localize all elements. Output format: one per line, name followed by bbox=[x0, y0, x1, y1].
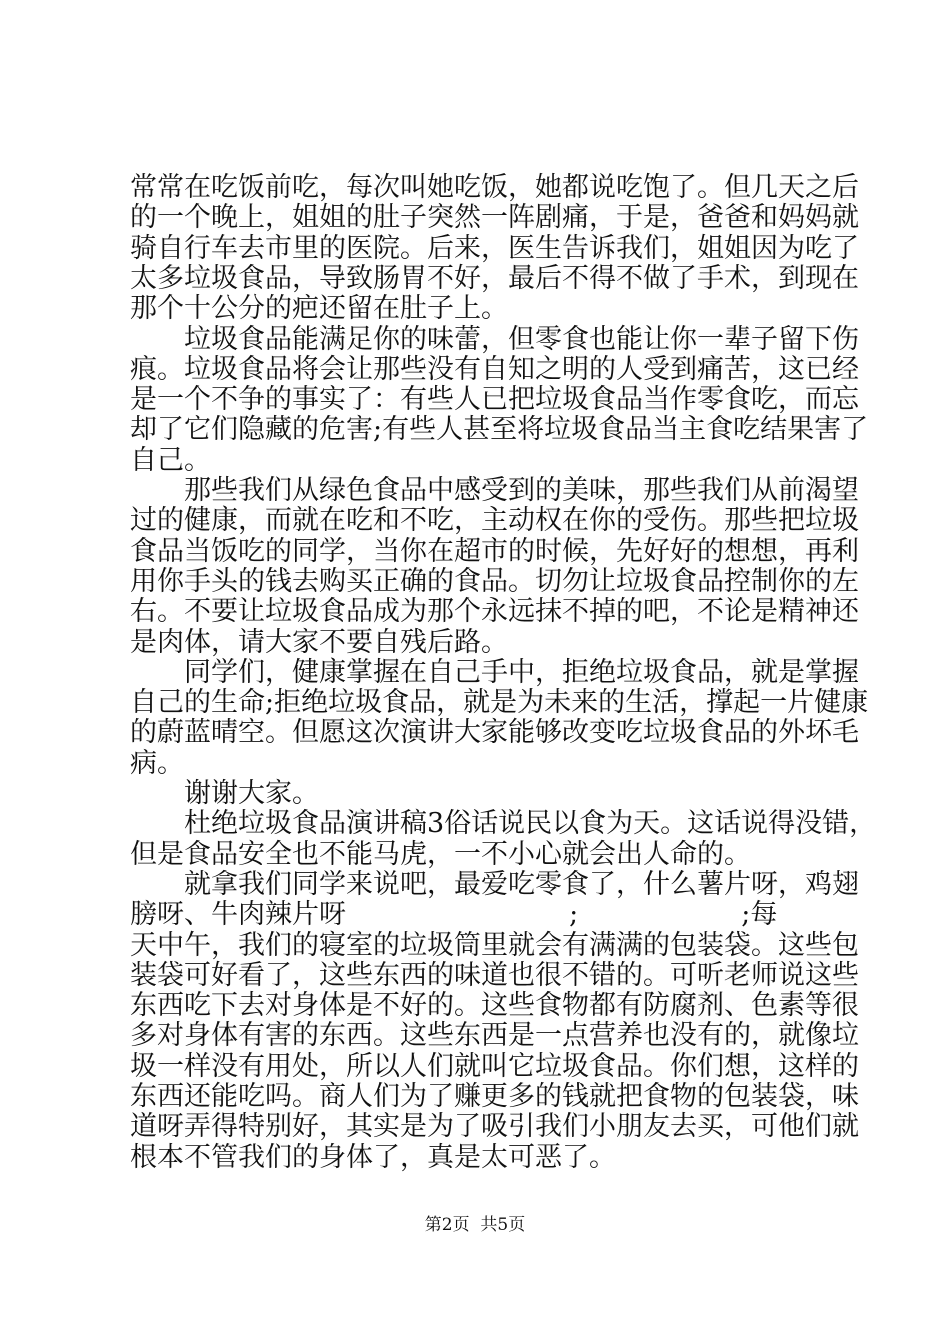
text-line: 那个十公分的疤还留在肚子上。 bbox=[130, 293, 508, 325]
text-line: 装袋可好看了，这些东西的味道也很不错的。可听老师说这些 bbox=[130, 959, 859, 991]
text-line: 东西还能吃吗。商人们为了赚更多的钱就把食物的包装袋，味 bbox=[130, 1081, 859, 1112]
text-line: 食品当饭吃的同学，当你在超市的时候，先好好的想想，再利 bbox=[130, 535, 859, 567]
text-line: 道呀弄得特别好，其实是为了吸引我们小朋友去买，可他们就 bbox=[130, 1111, 859, 1143]
text-line: 是一个不争的事实了：有些人已把垃圾食品当作零食吃，而忘 bbox=[130, 384, 859, 416]
text-line: 就拿我们同学来说吧，最爱吃零食了，什么薯片呀，鸡翅 bbox=[130, 868, 859, 900]
text-line: 用你手头的钱去购买正确的食品。切勿让垃圾食品控制你的左 bbox=[130, 565, 859, 597]
text-line: 膀呀、牛肉辣片呀 ; ;每 bbox=[130, 899, 778, 931]
text-line: 病。 bbox=[130, 747, 184, 779]
page-number-footer: 第2页 共5页 bbox=[424, 1215, 526, 1235]
text-line: 过的健康，而就在吃和不吃，主动权在你的受伤。那些把垃圾 bbox=[130, 505, 859, 537]
text-line: 右。不要让垃圾食品成为那个永远抹不掉的吧，不论是精神还 bbox=[130, 596, 859, 628]
text-line: 自己。 bbox=[130, 444, 211, 476]
text-line: 根本不管我们的身体了，真是太可恶了。 bbox=[130, 1141, 616, 1173]
text-line: 同学们，健康掌握在自己手中，拒绝垃圾食品，就是掌握 bbox=[130, 656, 859, 688]
text-line: 但是食品安全也不能马虎，一不小心就会出人命的。 bbox=[130, 838, 751, 870]
text-line: 圾一样没有用处，所以人们就叫它垃圾食品。你们想，这样的 bbox=[130, 1050, 859, 1082]
text-line: 常常在吃饭前吃，每次叫她吃饭，她都说吃饱了。但几天之后 bbox=[130, 172, 859, 203]
text-line: 自己的生命;拒绝垃圾食品，就是为未来的生活，撑起一片健康 bbox=[130, 687, 869, 719]
text-line: 谢谢大家。 bbox=[130, 778, 319, 809]
text-line: 垃圾食品能满足你的味蕾，但零食也能让你一辈子留下伤 bbox=[130, 323, 859, 355]
text-line: 多对身体有害的东西。这些东西是一点营养也没有的，就像垃 bbox=[130, 1020, 859, 1052]
text-line: 骑自行车去市里的医院。后来，医生告诉我们，姐姐因为吃了 bbox=[130, 232, 859, 264]
text-line: 东西吃下去对身体是不好的。这些食物都有防腐剂、色素等很 bbox=[130, 990, 859, 1022]
text-line: 太多垃圾食品，导致肠胃不好，最后不得不做了手术，到现在 bbox=[130, 262, 859, 294]
text-line: 痕。垃圾食品将会让那些没有自知之明的人受到痛苦，这已经 bbox=[130, 353, 859, 385]
text-line: 却了它们隐藏的危害;有些人甚至将垃圾食品当主食吃结果害了 bbox=[130, 414, 869, 446]
text-line: 杜绝垃圾食品演讲稿3俗话说民以食为天。这话说得没错， bbox=[130, 808, 877, 840]
text-line: 的一个晚上，姐姐的肚子突然一阵剧痛，于是，爸爸和妈妈就 bbox=[130, 202, 859, 234]
text-line: 那些我们从绿色食品中感受到的美味，那些我们从前渴望 bbox=[130, 475, 859, 506]
text-line: 的蔚蓝晴空。但愿这次演讲大家能够改变吃垃圾食品的外坏毛 bbox=[130, 717, 859, 749]
text-line: 天中午，我们的寝室的垃圾筒里就会有满满的包装袋。这些包 bbox=[130, 929, 859, 961]
text-line: 是肉体，请大家不要自残后路。 bbox=[130, 626, 508, 658]
